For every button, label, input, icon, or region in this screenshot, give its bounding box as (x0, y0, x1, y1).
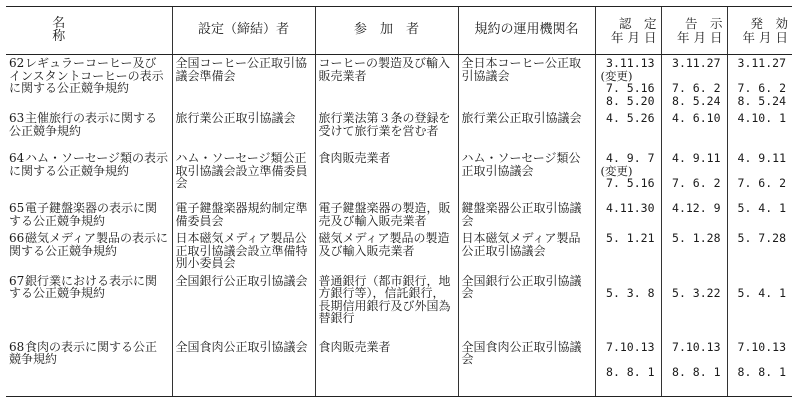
effective-date-cell (727, 339, 792, 397)
setter-cell: 日本磁気メディア製品公正取引協議会設立準備特別小委員会 (172, 230, 315, 273)
date-value: 7. 5.16 (606, 81, 655, 95)
code-name: 電子鍵盤楽器の表示に関する公正競争規約 (9, 201, 158, 228)
date-value: 5. 4. 1 (737, 201, 786, 215)
header-approval-title: 認 定 (618, 15, 657, 31)
approval-date-cell (595, 339, 661, 397)
effective-date-cell (727, 230, 792, 273)
participant-cell: コーヒーの製造及び輸入販売業者 (315, 55, 458, 111)
date-value: 7. 6. 2 (672, 176, 721, 190)
code-name: 磁気メディア製品の表示に関する公正競争規約 (9, 231, 169, 258)
date-value (665, 353, 721, 366)
date-value: 7. 6. 2 (672, 81, 721, 95)
notice-date-cell (661, 150, 727, 200)
setter-cell: 全国食肉公正取引協議会 (172, 339, 315, 397)
participant-cell: 普通銀行（都市銀行，地方銀行等），信託銀行，長期信用銀行及び外国為替銀行 (315, 273, 458, 339)
approval-date-cell (595, 150, 661, 200)
date-value (599, 353, 655, 366)
header-setter: 設定（締結）者 (172, 7, 315, 55)
code-name-cell (6, 150, 172, 200)
participant-cell: 電子鍵盤楽器の製造，販売及び輸入販売業者 (315, 200, 458, 230)
code-name: 主催旅行の表示に関する公正競争規約 (9, 111, 158, 138)
participant-cell: 食肉販売業者 (315, 150, 458, 200)
code-name: レギュラーコーヒー及びインスタントコーヒーの表示に関する公正競争規約 (9, 56, 164, 95)
code-name-cell (6, 339, 172, 397)
amendment-note: (変更) (600, 163, 633, 178)
notice-date-cell (661, 339, 727, 397)
approval-date-cell (595, 200, 661, 230)
header-approval-ymd: 年 月 日 (611, 29, 657, 45)
date-value: 4. 6.10 (672, 111, 721, 125)
date-value: 5. 1.21 (606, 231, 655, 245)
operator-cell: 旅行業公正取引協議会 (458, 110, 595, 150)
table-row (6, 55, 792, 111)
table-body (6, 55, 792, 397)
table-row (6, 110, 792, 150)
table-row (6, 200, 792, 230)
row-number: 65 (9, 201, 25, 215)
setter-cell: 旅行業公正取引協議会 (172, 110, 315, 150)
row-number: 64 (9, 151, 25, 165)
date-value (731, 353, 787, 366)
notice-date-cell (661, 273, 727, 339)
notice-date-cell (661, 55, 727, 111)
effective-date-cell (727, 55, 792, 111)
operator-cell: ハム・ソーセージ類公正取引協議会 (458, 150, 595, 200)
date-value: 5. 1.28 (672, 231, 721, 245)
effective-date-cell (727, 200, 792, 230)
date-value: 7.10.13 (606, 339, 655, 354)
approval-date-cell (595, 55, 661, 111)
code-name: ハム・ソーセージ類の表示に関する公正競争規約 (9, 151, 169, 178)
date-value: 7. 6. 2 (737, 176, 786, 190)
row-number: 66 (9, 231, 25, 245)
row-number: 67 (9, 273, 25, 288)
participant-cell: 旅行業法第３条の登録を受けて旅行業を営む者 (315, 110, 458, 150)
participant-cell: 磁気メディア製品の製造及び輸入販売業者 (315, 230, 458, 273)
header-notice-ymd: 年 月 日 (677, 29, 723, 45)
amendment-note: (変更) (600, 68, 633, 83)
approval-date-cell (595, 110, 661, 150)
date-value: 4.11.30 (606, 201, 655, 215)
operator-cell: 全日本コーヒー公正取引協議会 (458, 55, 595, 111)
setter-cell: 全国銀行公正取引協議会 (172, 273, 315, 339)
regulation-table-page (6, 6, 792, 404)
effective-date-cell (727, 110, 792, 150)
operator-cell: 鍵盤楽器公正取引協議会 (458, 200, 595, 230)
date-value: 7. 5.16 (606, 176, 655, 190)
date-value: 8. 8. 1 (606, 364, 655, 379)
date-value: 5. 3. 8 (606, 286, 655, 300)
date-value: 7.10.13 (737, 339, 786, 354)
date-value: 8. 5.24 (672, 93, 721, 108)
notice-date-cell (661, 200, 727, 230)
date-value: 8. 5.24 (737, 93, 786, 108)
notice-date-cell (661, 110, 727, 150)
header-approval (595, 7, 661, 55)
code-name-cell (6, 273, 172, 339)
table-header-row (6, 7, 792, 55)
row-number: 62 (9, 56, 25, 70)
notice-date-cell (661, 230, 727, 273)
date-value: 4. 5.26 (606, 111, 655, 125)
effective-date-cell (727, 150, 792, 200)
participant-cell: 食肉販売業者 (315, 339, 458, 397)
date-value: 5. 7.28 (737, 231, 786, 245)
table-row (6, 230, 792, 273)
header-operator: 規約の運用機関名 (458, 7, 595, 55)
date-value: 4. 9.11 (672, 151, 721, 165)
header-notice-title: 告 示 (684, 15, 723, 31)
date-value: 3.11.27 (672, 56, 721, 70)
table-row (6, 150, 792, 200)
header-name: 名 称 (6, 7, 172, 55)
approval-date-cell (595, 230, 661, 273)
code-name-cell (6, 55, 172, 111)
setter-cell: 全国コーヒー公正取引協議会準備会 (172, 55, 315, 111)
date-value: 5. 4. 1 (737, 286, 786, 300)
header-participant: 参 加 者 (315, 7, 458, 55)
fair-competition-code-table (6, 6, 792, 397)
header-effective-title: 発 効 (750, 15, 788, 31)
header-notice (661, 7, 727, 55)
setter-cell: ハム・ソーセージ類公正取引協議会設立準備委員会 (172, 150, 315, 200)
header-effective-ymd: 年 月 日 (742, 29, 788, 45)
date-value: 8. 5.20 (606, 93, 655, 108)
code-name-cell (6, 230, 172, 273)
date-value: 8. 8. 1 (737, 364, 786, 379)
date-value: 7.10.13 (672, 339, 721, 354)
effective-date-cell (727, 273, 792, 339)
setter-cell: 電子鍵盤楽器規約制定準備委員会 (172, 200, 315, 230)
code-name: 銀行業における表示に関する公正競争規約 (9, 273, 158, 300)
date-value: 4. 9.11 (737, 151, 786, 165)
date-value: 4.10. 1 (737, 111, 786, 125)
header-effective (727, 7, 792, 55)
code-name-cell (6, 200, 172, 230)
date-value: 7. 6. 2 (737, 81, 786, 95)
code-name: 食肉の表示に関する公正競争規約 (9, 339, 158, 366)
operator-cell: 日本磁気メディア製品公正取引協議会 (458, 230, 595, 273)
row-number: 63 (9, 111, 25, 125)
date-value: 8. 8. 1 (672, 364, 721, 379)
row-number: 68 (9, 339, 25, 354)
date-value: 4. 9. 7 (606, 151, 655, 165)
date-value: 3.11.13 (606, 56, 655, 70)
date-value: 3.11.27 (737, 56, 786, 70)
approval-date-cell (595, 273, 661, 339)
date-value: 4.12. 9 (672, 201, 721, 215)
table-row (6, 273, 792, 339)
operator-cell: 全国銀行公正取引協議会 (458, 273, 595, 339)
operator-cell: 全国食肉公正取引協議会 (458, 339, 595, 397)
table-row (6, 339, 792, 397)
code-name-cell (6, 110, 172, 150)
date-value: 5. 3.22 (672, 286, 721, 300)
